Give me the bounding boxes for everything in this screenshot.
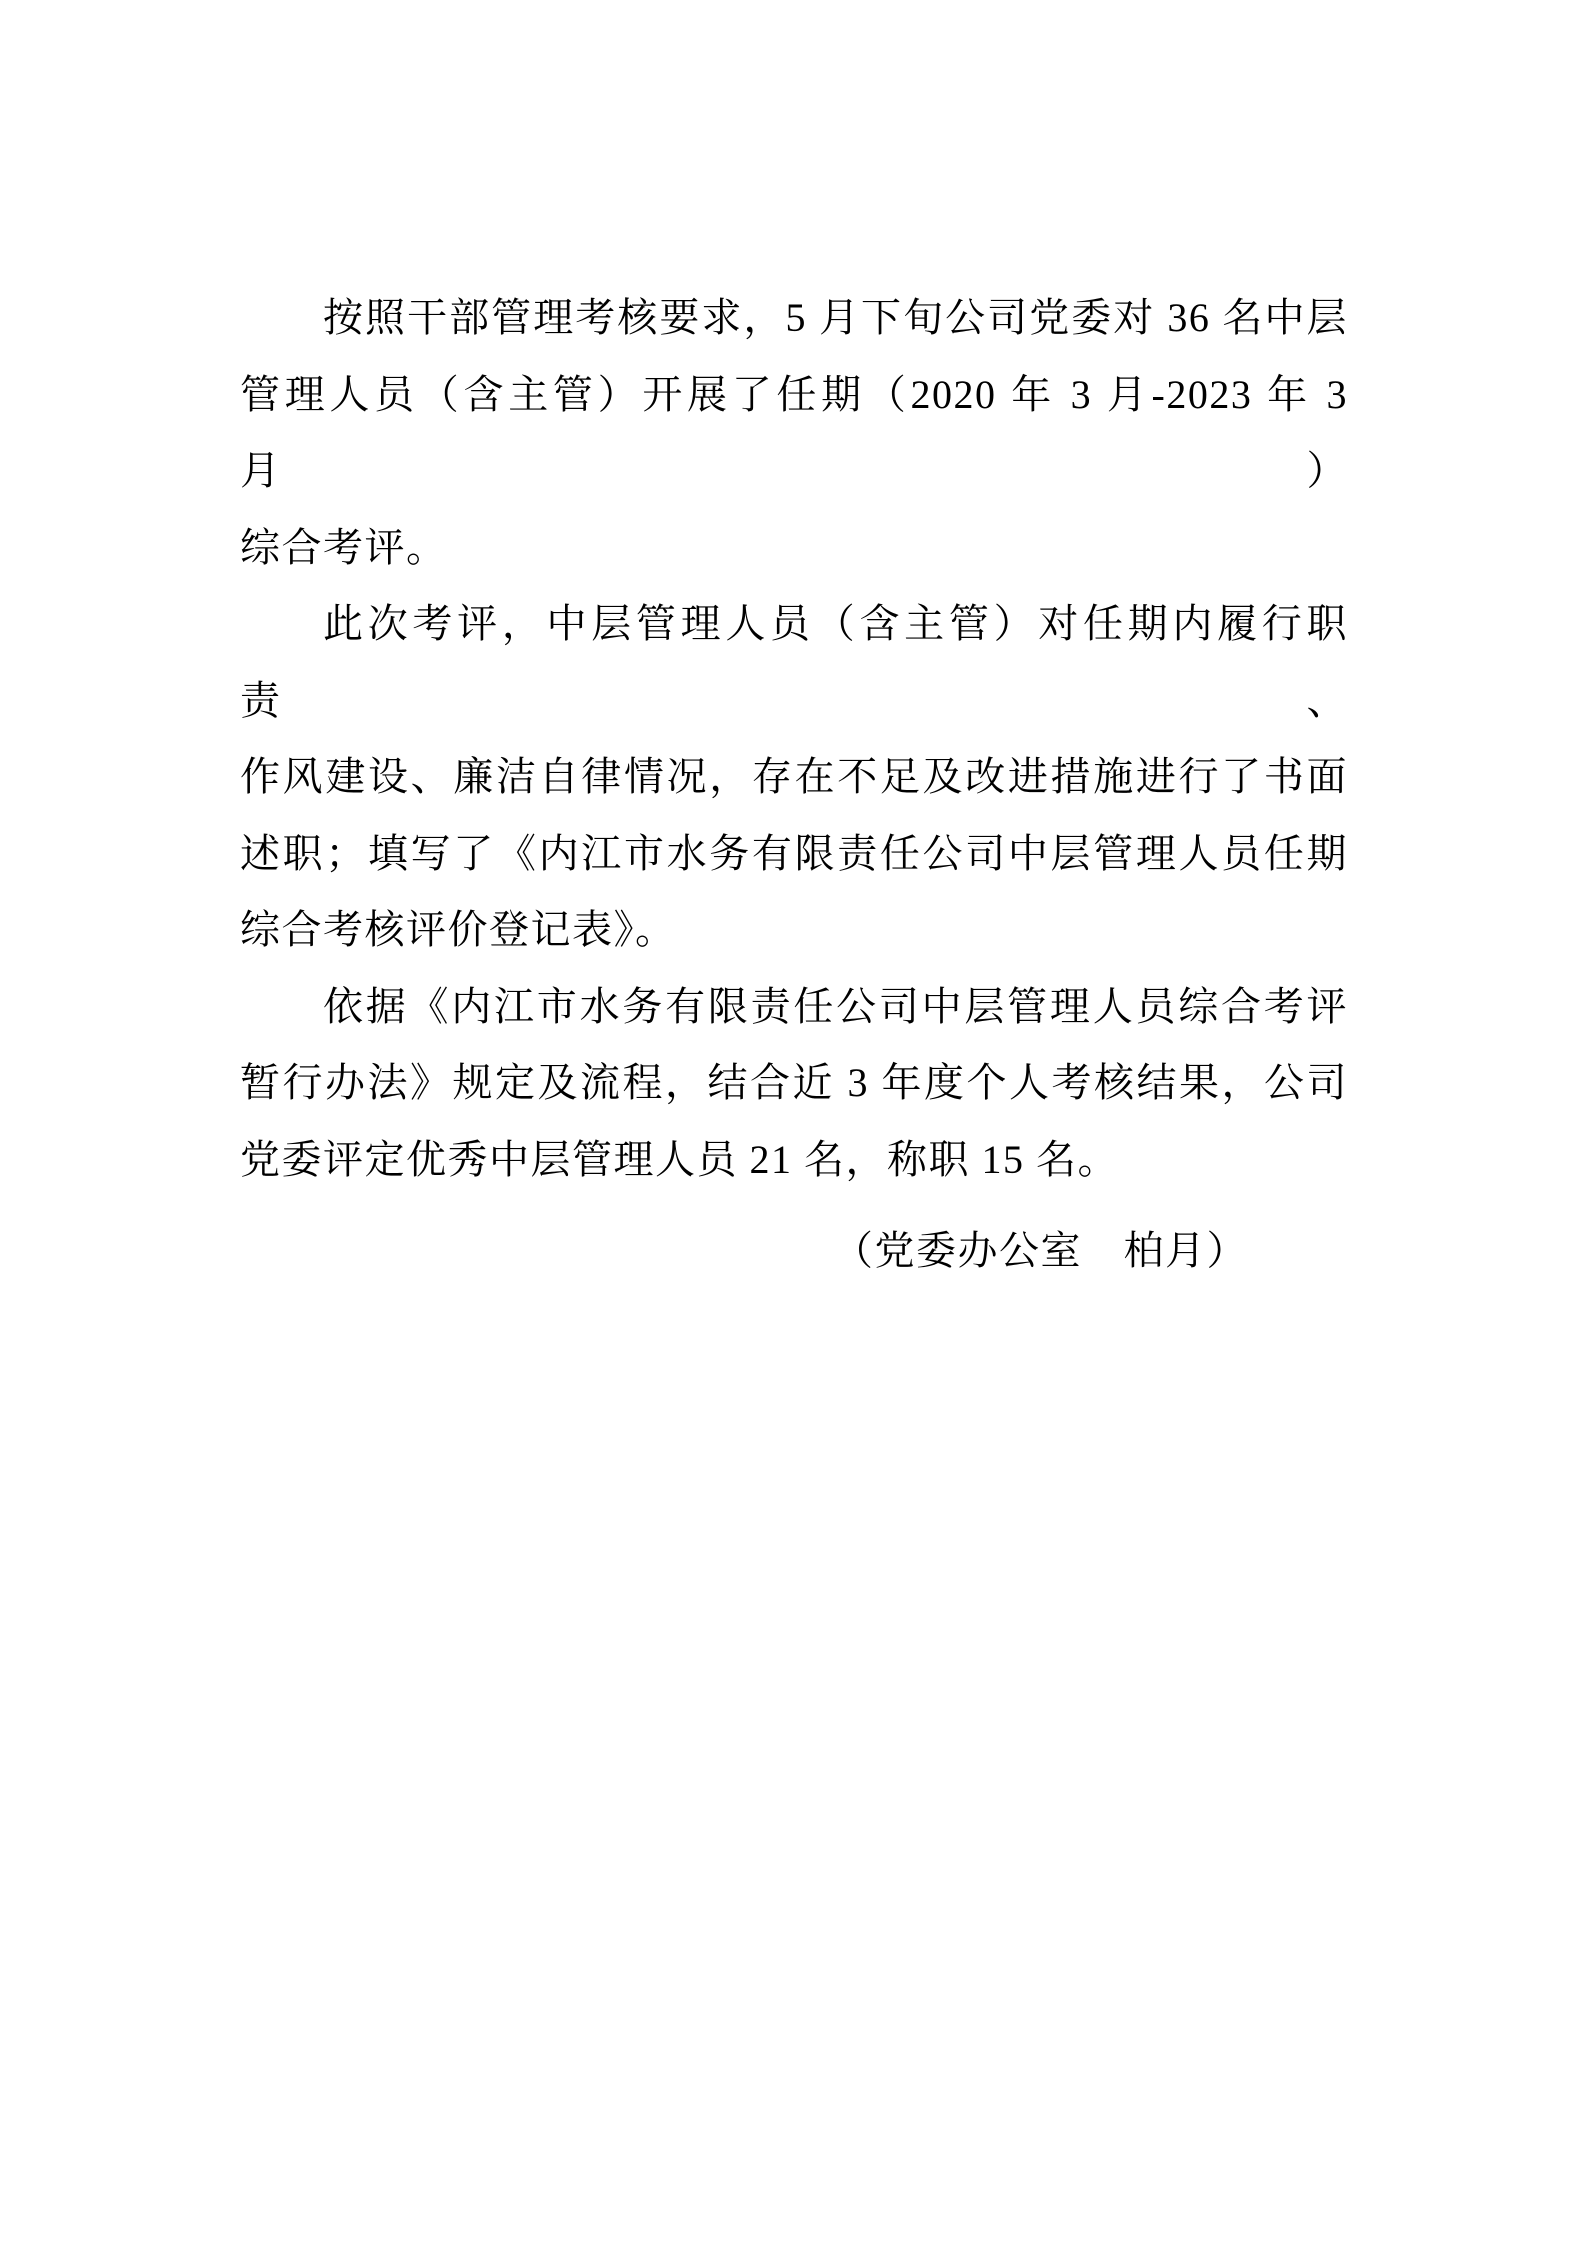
signature-line: （党委办公室 柏月） — [833, 1228, 1248, 1273]
text-line: 述职；填写了《内江市水务有限责任公司中层管理人员任期 — [240, 830, 1348, 876]
text-line: 依据《内江市水务有限责任公司中层管理人员综合考评 — [323, 983, 1348, 1029]
text-line: 管理人员（含主管）开展了任期（2020 年 3 月-2023 年 3 月） — [240, 371, 1348, 493]
paragraph — [240, 586, 1348, 969]
paragraph — [240, 280, 1348, 586]
paragraph — [240, 969, 1348, 1199]
text-line: 此次考评，中层管理人员（含主管）对任期内履行职责、 — [240, 601, 1348, 723]
text-line: 党委评定优秀中层管理人员 21 名，称职 15 名。 — [240, 1136, 1119, 1182]
text-line: 综合考核评价登记表》。 — [240, 907, 677, 952]
text-line: 暂行办法》规定及流程，结合近 3 年度个人考核结果，公司 — [240, 1060, 1348, 1105]
text-line: 按照干部管理考核要求，5 月下旬公司党委对 36 名中层 — [323, 295, 1348, 340]
document-body — [240, 280, 1348, 1198]
text-line: 作风建设、廉洁自律情况，存在不足及改进措施进行了书面 — [240, 754, 1348, 799]
text-line: 综合考评。 — [240, 524, 448, 570]
